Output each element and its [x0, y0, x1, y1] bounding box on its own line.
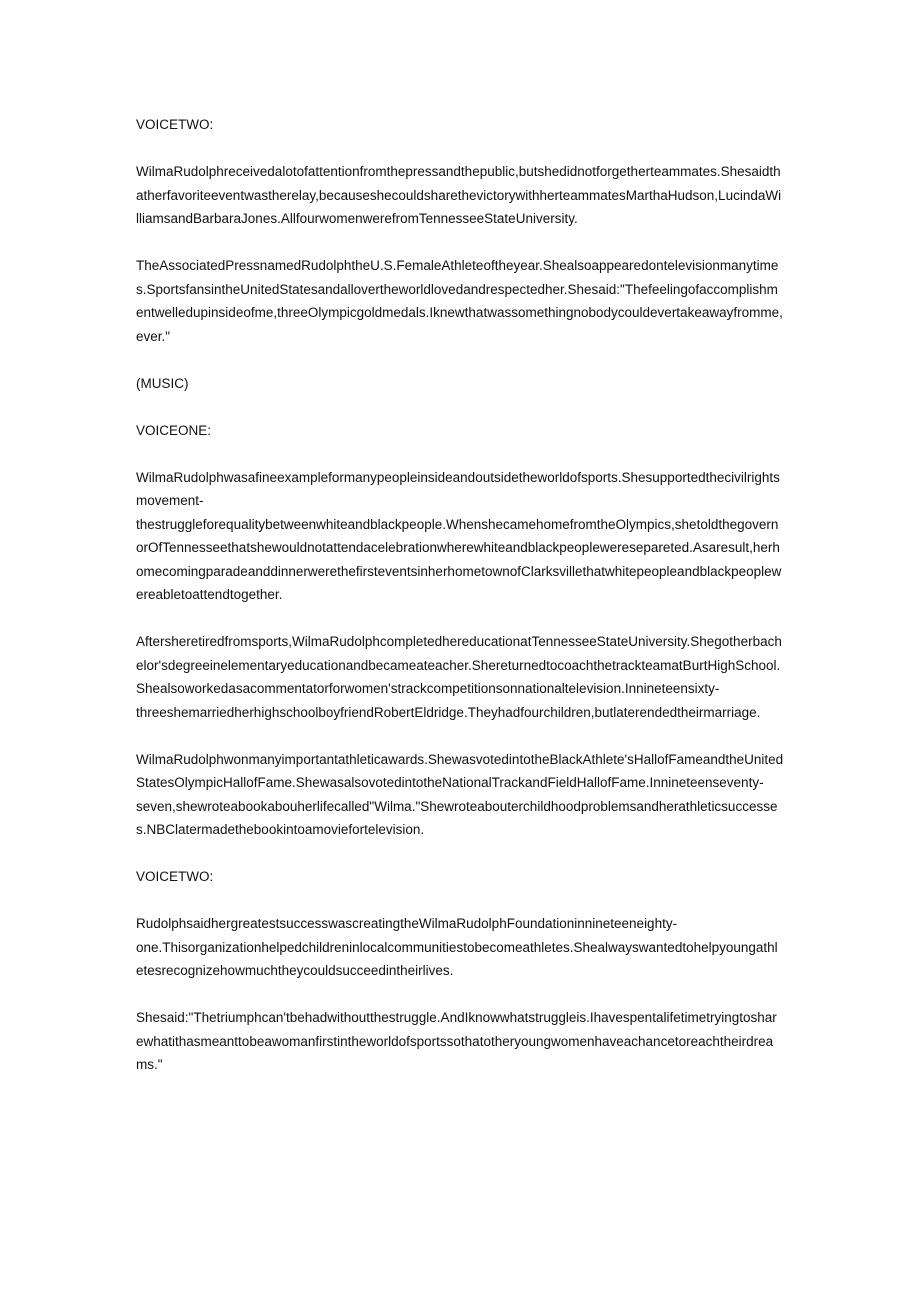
body-paragraph: WilmaRudolphreceivedalotofattentionfromthepressandthepublic,butshedidnotforgetherteammates.Shesaidthatherfavoriteeventwastherelay,becauseshecouldsharethevictorywithherteammatesMarthaHudson,LucindaWilliamsandBarbaraJones.AllfourwomenwerefromTennesseeStateUniversity. [136, 164, 782, 226]
body-paragraph: WilmaRudolphwonmanyimportantathleticawards.ShewasvotedintotheBlackAthlete'sHallofFameandtheUnitedStatesOlympicHallofFame.ShewasalsovotedintotheNationalTrackandFieldHallofFame.Innineteenseventy- seven,shewroteabookabouherlifecalled"Wilma."Shewroteabouterchildhoodproblemsandherathleticsuccesses.NBClatermadethebookintoamoviefortelevision. [136, 751, 784, 837]
document-page [136, 113, 784, 1100]
speaker-label: VOICETWO: [136, 869, 214, 884]
quote-paragraph: Shesaid:"Thetriumphcan'tbehadwithoutthestruggle.AndIknowwhatstruggleis.Ihavespentalifetimetryingtosharewhatithasmeanttobeawomanfirstintheworldofsportssothatotheryoungwomenhaveachancetoreachtheirdreams." [136, 1010, 777, 1072]
body-paragraph: TheAssociatedPressnamedRudolphtheU.S.FemaleAthleteoftheyear.Shealsoappearedontelevisionmanytimes.SportsfansintheUnitedStatesandallovertheworldlovedandrespectedher.Shesaid:"Thefeelingofaccomplishmentwelledupinsideofme,threeOlympicgoldmedals.Iknewthatwassomethingnobodycouldevertakeawayfromme,ever." [136, 258, 783, 344]
speaker-label: VOICETWO: [136, 117, 214, 132]
speaker-label: VOICEONE: [136, 422, 212, 438]
body-paragraph: Aftersheretiredfromsports,WilmaRudolphcompletedhereducationatTennesseeStateUniversity.Shegotherbachelor'sdegreeinelementaryeducationandbecameateacher.ShereturnedtocoachthetrackteamatBurtHighSchool.Shealsoworkedasacommentatorforwomen'strackcompetitionsonnationaltelevision.Innineteensixty- threeshemarriedherhighschoolboyfriendRobertEldridge.Theyhadfourchildren,butlaterendedtheirmarriage. [136, 634, 782, 720]
body-paragraph: WilmaRudolphwasafineexampleformanypeopleinsideandoutsidetheworldofsports.Shesupportedthecivilrightsmovement- thestruggleforequalitybetweenwhiteandblackpeople.WhenshecamehomefromtheOlympics,shetoldthegovernorOfTennesseethatshewouldnotattendacelebrationwherewhiteandblackpeopleweresepareted.Asaresult,herhomecomingparadeanddinnerwerethefirsteventsinherhometownofClarksvillethatwhitepeopleandblackpeoplewereabletoattendtogether. [136, 469, 782, 602]
music-cue: (MUSIC) [136, 375, 189, 391]
body-paragraph: RudolphsaidhergreatestsuccesswascreatingtheWilmaRudolphFoundationinnineteeneighty- one.Thisorganizationhelpedchildreninlocalcommunitiestobecomeathletes.Shealwayswantedtohelpyoungathletesrecognizehowmuchtheycouldsucceedintheirlives. [136, 916, 778, 978]
